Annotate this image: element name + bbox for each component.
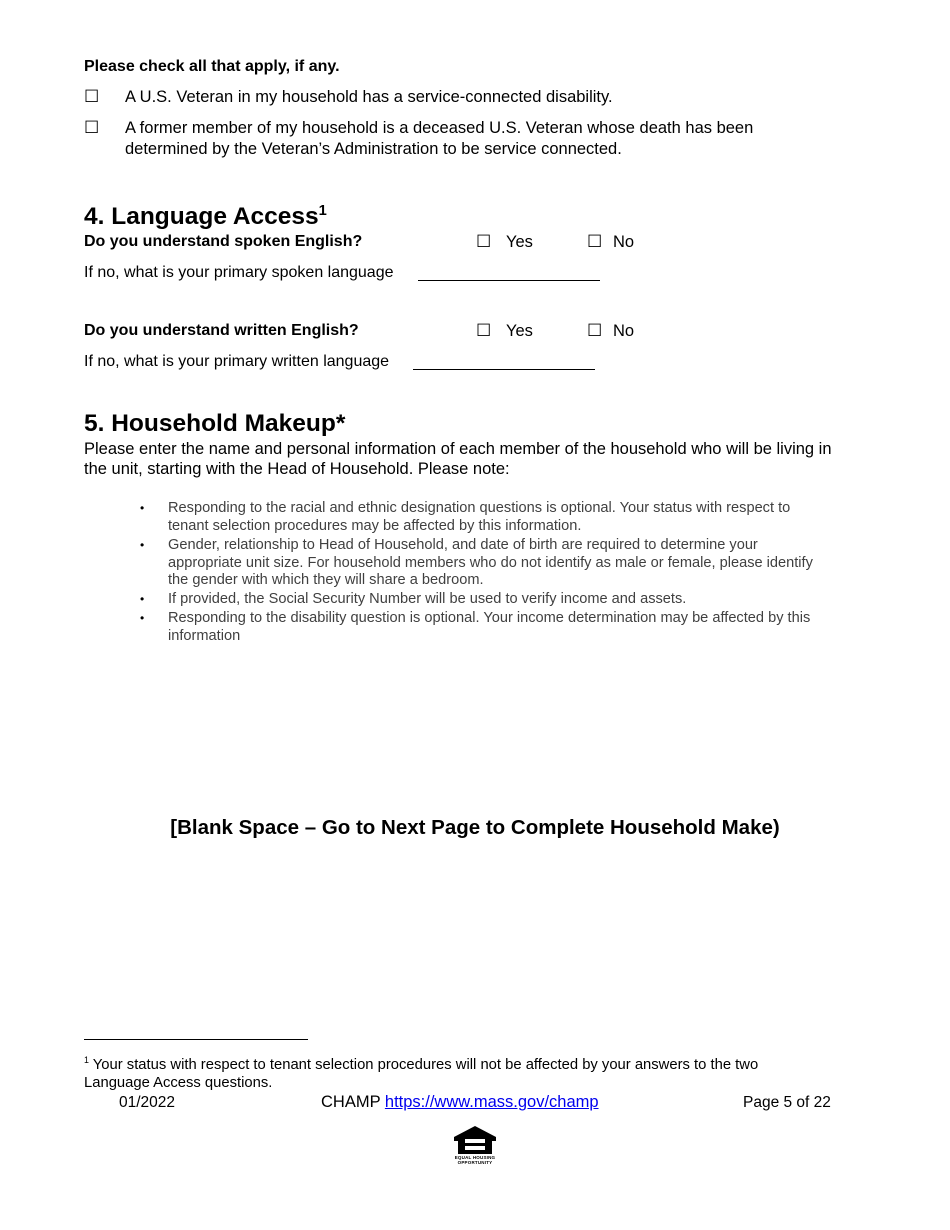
spoken-yes-checkbox[interactable]: ☐ [476, 232, 492, 251]
household-intro-line2: the unit, starting with the Head of Household. Please note: [84, 460, 510, 478]
footnote-text: Your status with respect to tenant selection procedures will not be affected by your answers to the two [88, 1057, 759, 1073]
written-no-checkbox[interactable]: ☐ [587, 321, 603, 340]
written-language-input[interactable] [413, 355, 595, 370]
spoken-yes-label: Yes [506, 233, 533, 251]
bullet-4-line2: information [168, 627, 241, 644]
language-access-title [84, 203, 327, 231]
equal-housing-opportunity-icon [451, 1124, 499, 1164]
spoken-english-question: Do you understand spoken English? [84, 233, 363, 250]
bullet-2-line3: the gender with which they will share a bedroom. [168, 572, 484, 588]
footer-program-name: CHAMP [321, 1093, 381, 1111]
written-language-prompt: If no, what is your primary written language [84, 353, 390, 370]
veteran-deceased-checkbox[interactable]: ☐ [84, 118, 100, 137]
bullet-marker: • [140, 538, 145, 552]
footnote-mark: 1 [84, 1055, 89, 1066]
bullet-2-line2: appropriate unit size. For household members who do not identify as male or female, please identify [168, 554, 813, 571]
bullet-2-line1: Gender, relationship to Head of Household, and date of birth are required to determine your [168, 537, 758, 553]
bullet-3-line1: If provided, the Social Security Number will be used to verify income and assets. [168, 591, 687, 607]
household-makeup-title: 5. Household Makeup* [84, 410, 346, 437]
blank-space-notice: [Blank Space – Go to Next Page to Complete Household Make) [170, 816, 780, 839]
spoken-no-checkbox[interactable]: ☐ [587, 232, 603, 251]
bullet-4-line1: Responding to the disability question is optional. Your income determination may be affected by this [168, 610, 811, 626]
footer-program [321, 1093, 599, 1112]
spoken-language-prompt: If no, what is your primary spoken language [84, 264, 394, 281]
bullet-1-line1: Responding to the racial and ethnic designation questions is optional. Your status with respect to [168, 500, 791, 516]
veteran-disability-label: A U.S. Veteran in my household has a service-connected disability. [125, 88, 613, 106]
footer-date: 01/2022 [119, 1094, 176, 1111]
written-no-label: No [613, 322, 635, 340]
footnote-line2: Language Access questions. [84, 1075, 273, 1091]
household-intro-line1: Please enter the name and personal information of each member of the household who will be living in [84, 440, 832, 458]
bullet-1-line2: tenant selection procedures may be affected by this information. [168, 517, 582, 534]
footnote-divider [84, 1039, 308, 1040]
footnote-line1 [84, 1057, 758, 1075]
veteran-deceased-label-line2: determined by the Veteran’s Administration to be service connected. [125, 140, 622, 158]
champ-link[interactable]: https://www.mass.gov/champ [384, 1093, 599, 1111]
veteran-deceased-label-line1: A former member of my household is a deceased U.S. Veteran whose death has been [125, 119, 754, 137]
footnote-ref: 1 [318, 202, 327, 219]
written-yes-checkbox[interactable]: ☐ [476, 321, 492, 340]
bullet-marker: • [140, 501, 145, 515]
language-access-title-text: 4. Language Access [84, 203, 319, 230]
spoken-no-label: No [613, 233, 635, 251]
bullet-marker: • [140, 611, 145, 625]
footer-page-number: Page 5 of 22 [743, 1094, 831, 1111]
bullet-marker: • [140, 592, 145, 606]
written-english-question: Do you understand written English? [84, 322, 359, 339]
veteran-disability-checkbox[interactable]: ☐ [84, 87, 100, 106]
spoken-language-input[interactable] [418, 266, 600, 281]
logo-caption: EQUAL HOUSING OPPORTUNITY [454, 1155, 496, 1165]
veteran-heading: Please check all that apply, if any. [84, 58, 340, 75]
written-yes-label: Yes [506, 322, 533, 340]
